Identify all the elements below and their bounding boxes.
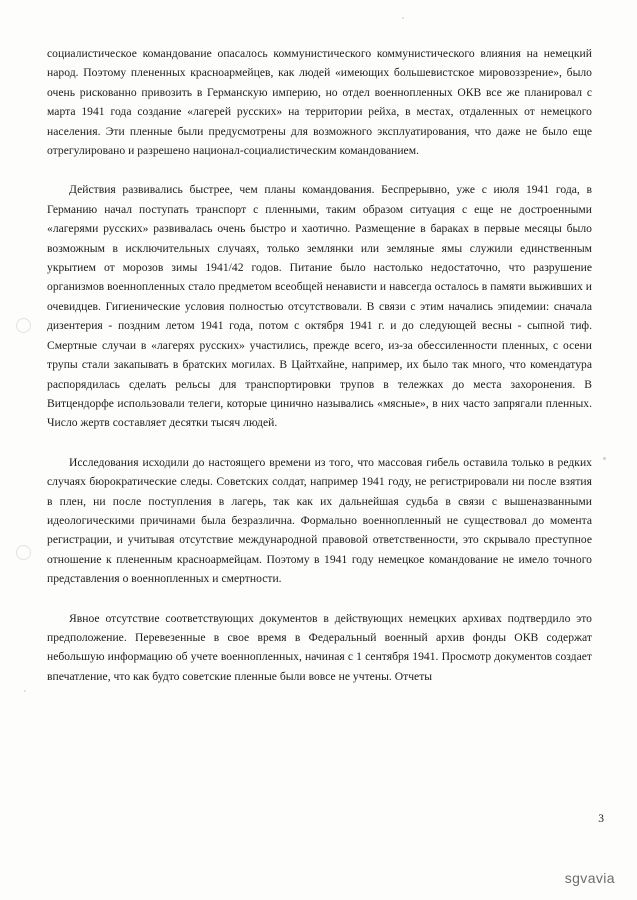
- hole-punch-mark: [16, 545, 31, 560]
- document-body: [47, 44, 592, 686]
- hole-punch-mark: [16, 318, 31, 333]
- page-number: 3: [598, 813, 604, 825]
- paragraph-2: Действия развивались быстрее, чем планы командования. Беспрерывно, уже с июля 1941 года, в Германию начал поступать транспорт с пленными, таким образом ситуация с еще не достроенными «лагерями русских» развивалась очень быстро и хаотично. Размещение в бараках в первые месяцы было возможным в исключительных случаях, только землянки или земляные ямы служили единственным укрытием от морозов зимы 1941/42 годов. Питание было настолько недостаточно, что разрушение организмов военнопленных стало предметом всеобщей ненависти и навсегда осталось в памяти выживших и очевидцев. Гигиенические условия полностью отсутствовали. В связи с этим начались эпидемии: сначала дизентерия - поздним летом 1941 года, потом с октября 1941 г. и до следующей весны - сыпной тиф. Смертные случаи в «лагерях русских» участились, прежде всего, из-за обессиленности пленных, с осени трупы стали закапывать в братских могилах. В Цайтхайне, например, их было так много, что комендатура распорядилась сделать рельсы для транспортировки трупов в тележках до места захоронения. В Витцендорфе использовали телеги, которые цинично назывались «мясные», в них часто запрягали пленных. Число жертв составляет десятки тысяч людей.: [47, 183, 592, 430]
- watermark: sgvavia: [564, 870, 615, 886]
- paragraph-4: Явное отсутствие соответствующих документов в действующих немецких архивах подтвердило это предположение. Перевезенные в свое время в Федеральный военный архив фонды ОКВ содержат небольшую информацию об учете военнопленных, начиная с 1 сентября 1941. Просмотр документов создает впечатление, что как будто советские пленные были вовсе не учтены. Отчеты: [47, 611, 592, 683]
- paragraph-1: социалистическое командование опасалось коммунистического коммунистического влияния на немецкий народ. Поэтому плененных красноармейцев, как людей «имеющих большевистское мировоззрение», было очень рискованно привозить в Германскую империю, но отдел военнопленных ОКВ все же планировал с марта 1941 года создание «лагерей русских» на территории рейха, в местах, отдаленных от немецкого населения. Эти пленные были предусмотрены для возможного эксплуатирования, что даже не было еще отрегулировано и разрешено национал-социалистическим командованием.: [47, 47, 592, 158]
- scan-speck: [24, 690, 26, 692]
- paragraph-3: Исследования исходили до настоящего времени из того, что массовая гибель оставила только в редких случаях бюрократические следы. Советских солдат, например 1941 году, не регистрировали ни после взятия в плен, ни после поступления в лагерь, так как их дальнейшая судьба в связи с вышеназванными идеологическими причинами была безразлична. Формально военнопленный не существовал до момента регистрации, и учитывая отсутствие международной правовой ответственности, это скрывало преступное отношение к плененным красноармейцам. Поэтому в 1941 году немецкое командование не имело точного представления о военнопленных и смертности.: [47, 455, 592, 586]
- scan-speck: [402, 17, 404, 19]
- scan-speck: [603, 457, 606, 460]
